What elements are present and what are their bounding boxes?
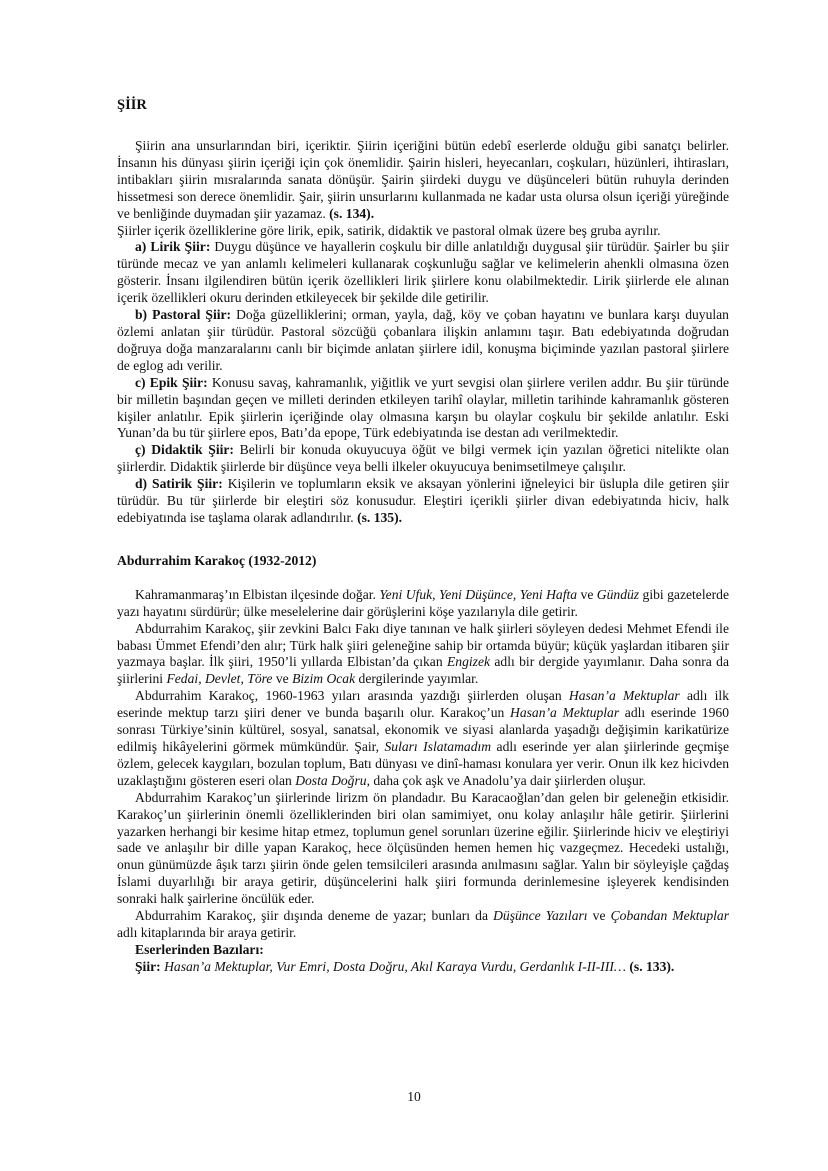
text-run: gibi gazetelerde yazı hayatını sürdürür; ülke meselelerine dair görüşlerini köşe yazılarıyla dile getirir.: [117, 586, 729, 619]
item-label: d) Satirik Şiir:: [135, 476, 223, 492]
newspaper-title: Gündüz: [596, 586, 640, 602]
bio-paragraph-4: Abdurrahim Karakoç’un şiirlerinde lirizm ön plandadır. Bu Karacaoğlan’dan gelen bir geleneğin etkisidir. Karakoç’un şiirlerinin önemli özelliklerinden biri olan samimiyet, onu kolay anlaşılır hâle getirir. Şiirlerini yazarken herhangi bir kesime hitap etmez, toplumun genel sorunları üzerine eğilir. Şiirlerinde hiciv ve eleştiriyi sade ve anlaşılır bir dille yapan Karakoç, hece ölçüsünden hemen hemen hiç vazgeçmez. Hecedeki ustalığı, onun günümüzde âşık tarzı şiirin önde gelen temsilcileri arasında anılmasını sağlar. Yalın bir söyleyişle çağdaş İslami duyarlılığı bir araya getirir, düşüncelerini halk şiiri formunda derinlemesine işleyerek kendisinden sonraki halk şairlerine öncülük eder.: [117, 789, 729, 907]
item-pastoral: [117, 307, 729, 375]
bio-paragraph-2: [117, 621, 729, 689]
text-run: adlı ilk eserinde mektup tarzı şiiri dener ve bunda başarılı olur. Karakoç’un: [117, 688, 729, 721]
text-run: adlı bir dergide yayımlanır. Daha sonra da şiirlerini: [117, 654, 729, 687]
item-label: ç) Didaktik Şiir:: [135, 442, 234, 458]
work-title: Hasan’a Mektuplar: [510, 705, 620, 721]
text-run: ve: [577, 586, 597, 602]
text-run: Abdurrahim Karakoç, şiir zevkini Balcı Fakı diye tanınan ve halk şiirleri söyleyen dedesi Mehmet Efendi ile babası Ümmet Efendi’den alır; Türk halk şiiri geleneğine sahip bir ortamda büyür; küçük yaşlardan itibaren şiir yazmaya başlar. İlk şiiri, 1950’li yıllarda Elbistan’da çıkan: [117, 620, 729, 670]
text-run: ,: [432, 586, 439, 602]
section-title-siir: ŞİİR: [117, 97, 147, 113]
text-run: dergilerinde yayımlar.: [355, 671, 479, 687]
item-label: b) Pastoral Şiir:: [135, 307, 232, 323]
item-text: Doğa güzelliklerini; orman, yayla, dağ, köy ve çoban hayatını ve bunlara karşı duyulan özlemi anlatan şiir türüdür. Pastoral sözcüğü çobanlara ilişkin anlamını taşır. Batı edebiyatında doğrudan doğruya doğa manzaralarını canlı bir biçimde anlatan şiirlere idil, konuşma biçiminde yazılan pastoral şiirlere de eglog adı verilir.: [117, 307, 729, 373]
text-run: ,: [512, 586, 520, 602]
work-title: Düşünce Yazıları: [493, 908, 588, 924]
bio-paragraph-1: [117, 587, 729, 621]
journal-title: Bizim Ocak: [292, 671, 356, 687]
item-lirik: [117, 239, 729, 307]
item-text: Kişilerin ve toplumların eksik ve aksayan yönlerini iğneleyici bir üslupla dile getiren şiir türüdür. Bu tür şiirlerde bir eleştiri söz konusudur. Eleştiri içerikli şiirler divan edebiyatında hiciv, halk edebiyatında ise taşlama olarak adlandırılır.: [117, 476, 729, 525]
works-heading: Eserlerinden Bazıları:: [135, 941, 264, 957]
item-epik: [117, 375, 729, 443]
text-run: adlı kitaplarında bir araya getirir.: [117, 924, 297, 940]
text-run: adlı eserinde 1960 sonrası Türkiye’sinin kültürel, sosyal, sanatsal, ekonomik ve siyasi alanlarda yaşadığı değişimin karikatürize edilmiş hikâyelerini görmek mümkündür. Şair,: [117, 705, 729, 754]
text-run: ,: [240, 671, 248, 687]
text-run: ve: [272, 671, 293, 687]
item-didaktik: [117, 442, 729, 476]
item-label: c) Epik Şiir:: [135, 374, 208, 390]
section-title-karakoc: Abdurrahim Karakoç (1932-2012): [117, 552, 317, 568]
item-text: Konusu savaş, kahramanlık, yiğitlik ve yurt sevgisi olan şiirlere verilen addır. Bu şiir türünde bir milletin başından geçen ve milleti derinden etkileyen tarihî olaylar, milletin tarihinde kahramanlık gösteren kişiler anlatılır. Epik şiirlerin içeriğinde olay olmasına karşın bu olaylar coşkulu bir şekilde anlatılır. Eski Yunan’da bu tür şiirlere epos, Batı’da epope, Türk edebiyatında ise destan adı verilmektedir.: [117, 374, 730, 441]
works-list: Hasan’a Mektuplar, Vur Emri, Dosta Doğru, Akıl Karaya Vurdu, Gerdanlık I-II-III…: [164, 958, 626, 974]
intro-text: Şiirin ana unsurlarından biri, içeriktir. Şiirin içeriğini bütün edebî eserlerde olduğu gibi sanatçı belirler. İnsanın his dünyası şiirin içeriği için çok önemlidir. Şairin hisleri, heyecanları, coşkuları, hüzünleri, ihtirasları, intibakları şiirin mısralarında sanata dönüşür. Şairin şiirdeki duygu ve düşünceleri bütün ruhuyla derinden hissetmesi son derece önemlidir. Şair, şiirin unsurlarını kullanmada ne kadar usta olursa olsun içeriği yüreğinde ve benliğinde duymadan şiir yazamaz.: [117, 138, 729, 221]
work-title: Çobandan Mektuplar: [610, 908, 729, 924]
item-text: Belirli bir konuda okuyucuya öğüt ve bilgi vermek için yazılan öğretici nitelikte olan şiirlerdir. Didaktik şiirlerde bir düşünce veya belli ilkeler okuyucuya benimsetilmeye çalışılır.: [117, 442, 730, 475]
newspaper-title: Yeni Düşünce: [439, 586, 513, 602]
journal-title: Töre: [247, 671, 273, 687]
works-label: Şiir:: [135, 958, 161, 974]
text-run: , daha çok aşk ve Anadolu’ya dair şiirlerden oluşur.: [366, 772, 646, 788]
journal-title: Devlet: [204, 671, 241, 687]
bio-paragraph-3: [117, 688, 729, 789]
intro-reference: (s. 134).: [329, 205, 375, 221]
item-satirik: [117, 476, 729, 527]
text-run: ve: [587, 908, 611, 924]
item-text: Duygu düşünce ve hayallerin coşkulu bir dille anlatıldığı duygusal şiir türüdür. Şairler bu şiir türünde mecaz ve yan anlamlı kelimeleri kullanarak coşkunluğu sağlar ve kelimelerin ahenkli olmasına özen gösterir. İnsanı ilgilendiren bütün içerik özellikleri lirik şiirlere konu olabilmektedir. Lirik şiirlerde ele alınan içerik özellikleri okuru derinden etkileyecek bir şekilde dile getirilir.: [117, 239, 729, 306]
works-reference: (s. 133).: [629, 958, 675, 974]
text-run: Abdurrahim Karakoç, 1960-1963 yıları arasında yazdığı şiirlerden oluşan: [135, 688, 569, 704]
works-line: [117, 959, 729, 976]
text-run: ,: [198, 671, 205, 687]
newspaper-title: Yeni Hafta: [519, 586, 578, 602]
item-label: a) Lirik Şiir:: [135, 239, 211, 255]
page-number: 10: [407, 1089, 421, 1104]
journal-title: Engizek: [447, 654, 491, 670]
text-run: Abdurrahim Karakoç, şiir dışında deneme de yazar; bunları da: [135, 908, 494, 924]
paragraph-intro: [117, 138, 729, 223]
work-title: Suları Islatamadım: [384, 739, 492, 754]
newspaper-title: Yeni Ufuk: [379, 586, 433, 602]
bio-paragraph-5: [117, 908, 729, 942]
work-title: Hasan’a Mektuplar: [568, 688, 680, 704]
page-content: [117, 96, 729, 976]
journal-title: Fedai: [166, 671, 199, 687]
item-reference: (s. 135).: [357, 509, 403, 525]
work-title: Dosta Doğru: [295, 772, 367, 788]
paragraph-groups: Şiirler içerik özelliklerine göre lirik, epik, satirik, didaktik ve pastoral olmak üzere beş gruba ayrılır.: [117, 222, 661, 238]
text-run: Kahramanmaraş’ın Elbistan ilçesinde doğar.: [135, 586, 380, 602]
text-run: adlı eserinde yer alan şiirlerinde geçmişe özlem, gelecek kaygıları, bozulan toplum, Batı dünyası ve dinî-haması konulara yer verir. Onun ilk kez hicivden uzaklaştığını gösteren eseri olan: [117, 739, 729, 788]
